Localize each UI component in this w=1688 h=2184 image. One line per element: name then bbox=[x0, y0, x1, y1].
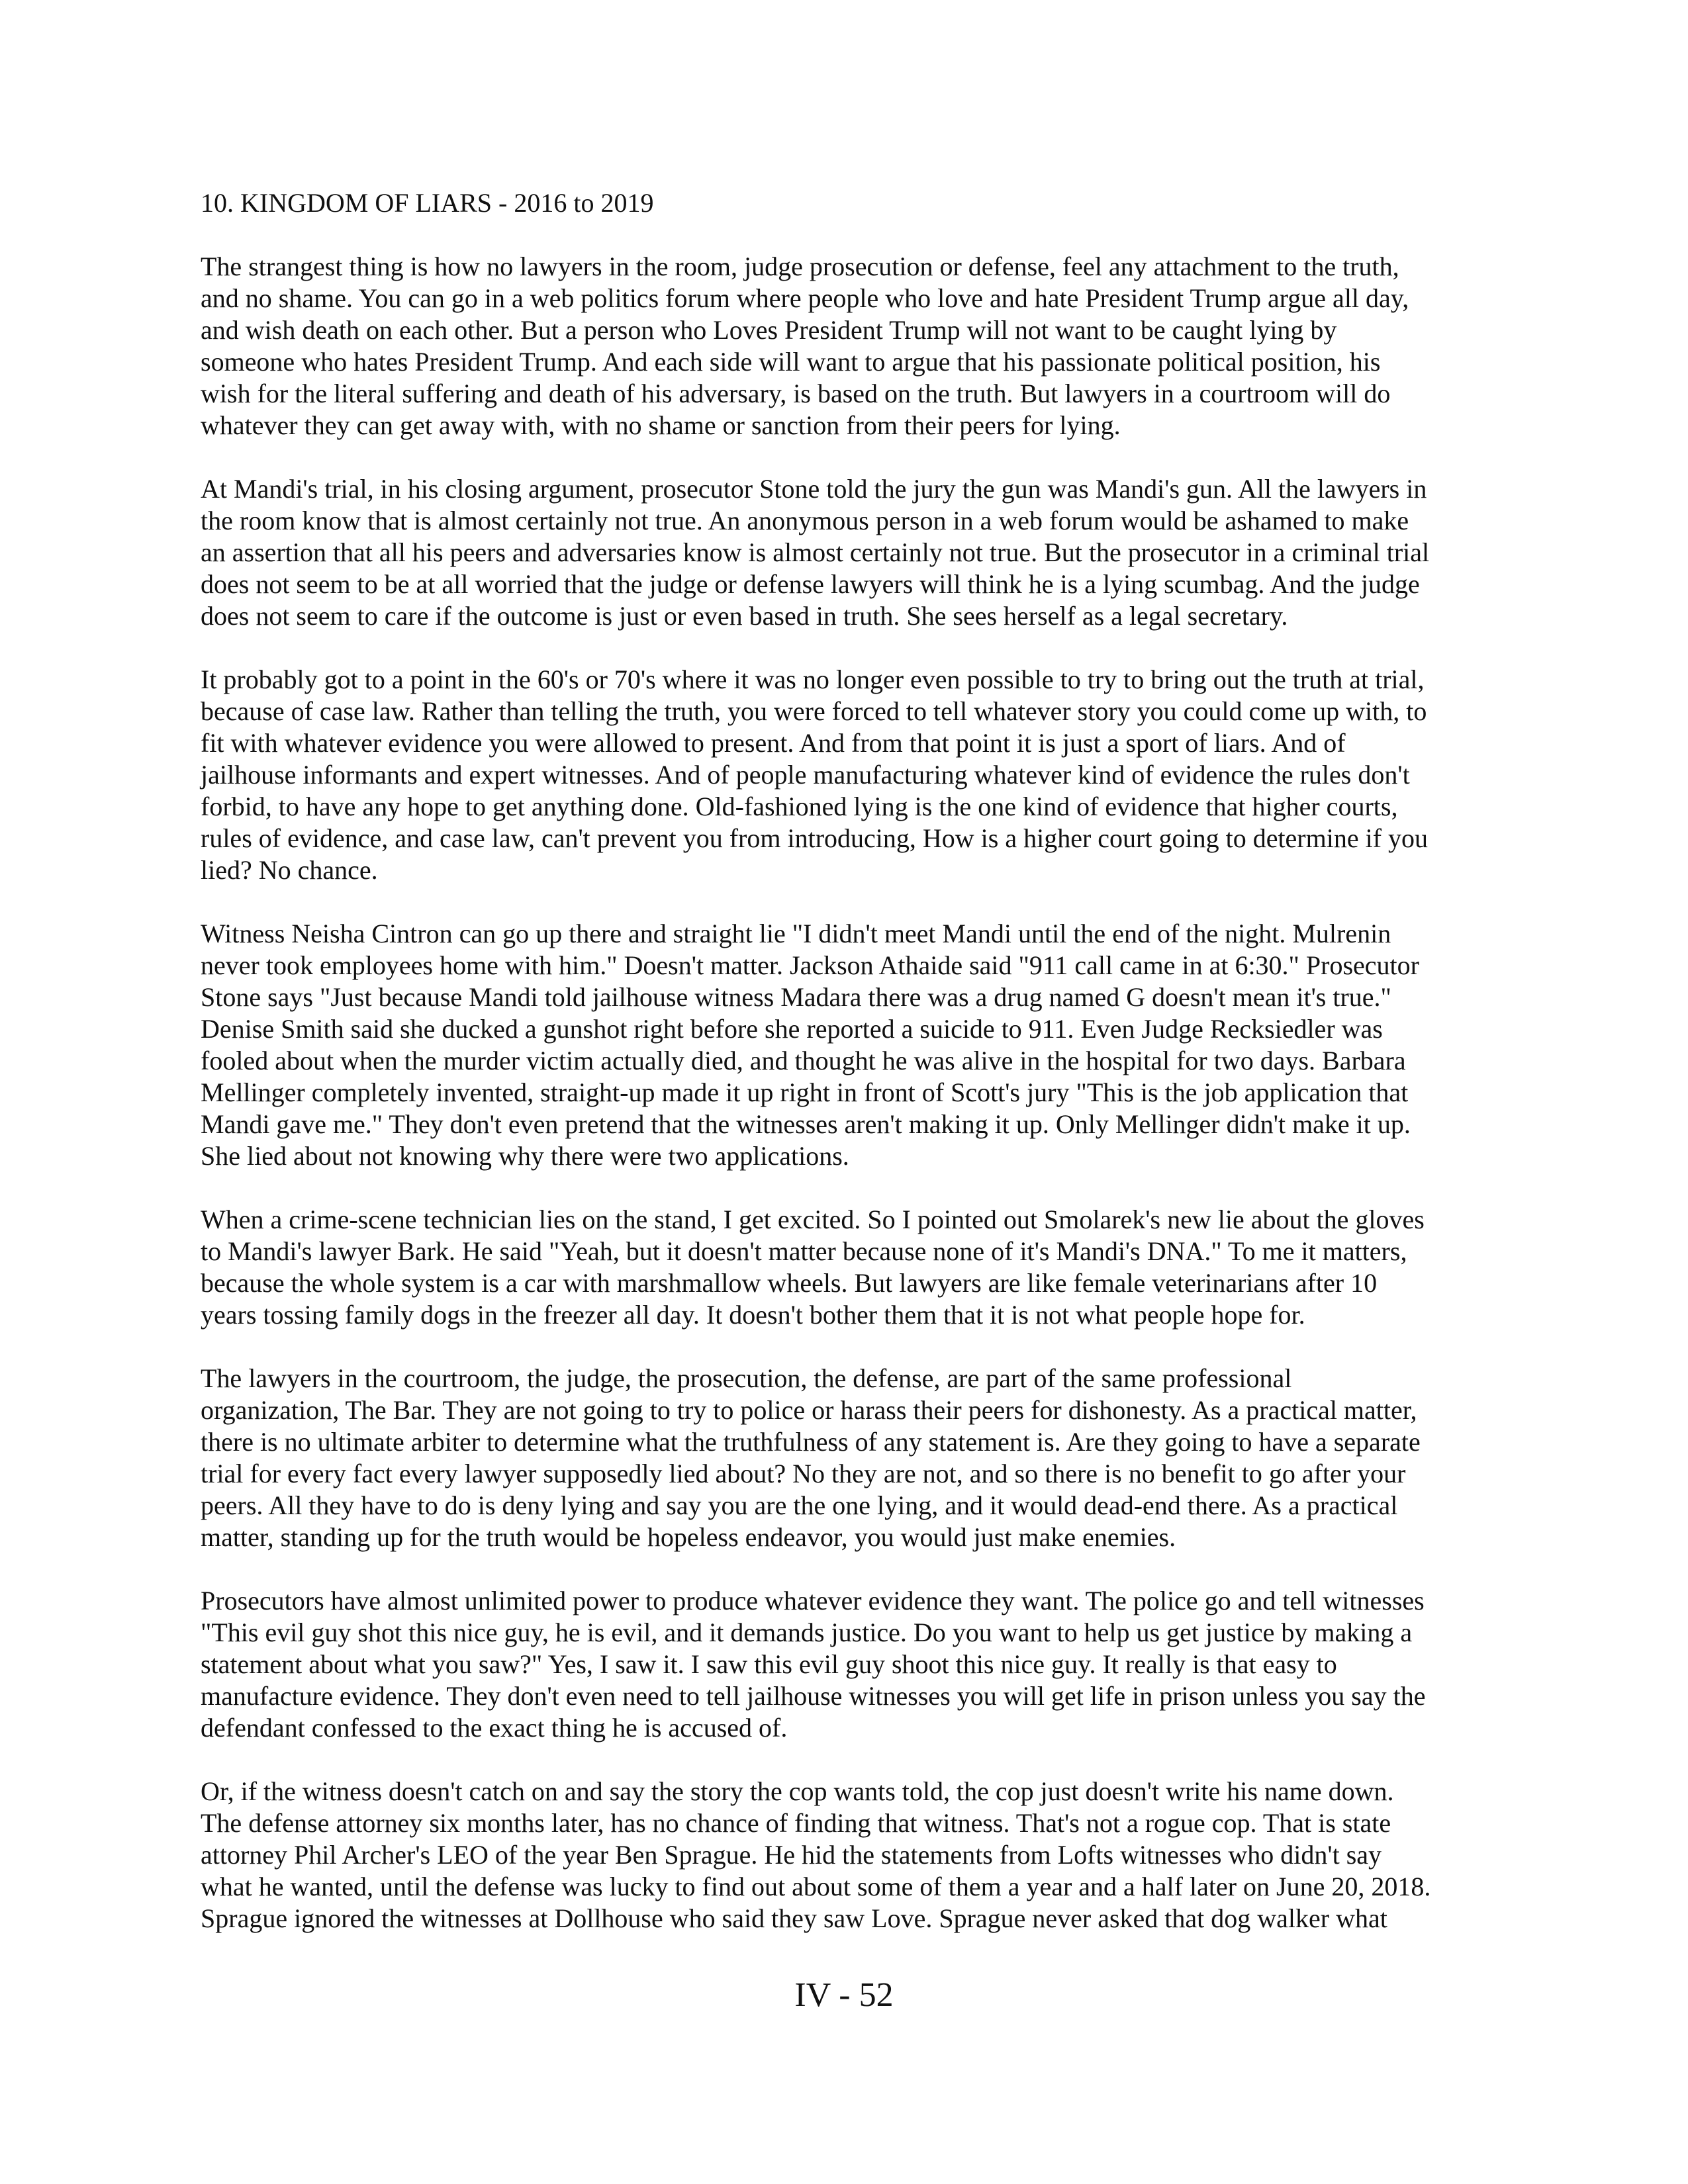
text-line: because of case law. Rather than telling the truth, you were forced to tell whatever story you could come up with, to bbox=[201, 696, 1427, 726]
text-line: The defense attorney six months later, has no chance of finding that witness. That's not a rogue cop. That is state bbox=[201, 1808, 1391, 1838]
text-line: At Mandi's trial, in his closing argument, prosecutor Stone told the jury the gun was Mandi's gun. All the lawyers in bbox=[201, 474, 1427, 504]
text-line: forbid, to have any hope to get anything done. Old-fashioned lying is the one kind of evidence that higher courts, bbox=[201, 792, 1398, 821]
text-line: Sprague ignored the witnesses at Dollhouse who said they saw Love. Sprague never asked that dog walker what bbox=[201, 1903, 1387, 1933]
page-number: IV - 52 bbox=[794, 1976, 894, 2014]
paragraph bbox=[201, 251, 1491, 441]
paragraph bbox=[201, 918, 1491, 1172]
text-line: rules of evidence, and case law, can't prevent you from introducing, How is a higher court going to determine if you bbox=[201, 823, 1429, 853]
section-heading: 10. KINGDOM OF LIARS - 2016 to 2019 bbox=[201, 188, 654, 218]
text-line: Or, if the witness doesn't catch on and say the story the cop wants told, the cop just doesn't write his name down. bbox=[201, 1776, 1394, 1806]
page-content bbox=[201, 187, 1491, 1966]
text-line: Mellinger completely invented, straight-up made it up right in front of Scott's jury "This is the job application that bbox=[201, 1077, 1409, 1107]
paragraph bbox=[201, 1776, 1491, 1934]
text-line: someone who hates President Trump. And each side will want to argue that his passionate political position, his bbox=[201, 347, 1381, 377]
text-line: The lawyers in the courtroom, the judge, the prosecution, the defense, are part of the same professional bbox=[201, 1363, 1292, 1393]
text-line: and no shame. You can go in a web politics forum where people who love and hate President Trump argue all day, bbox=[201, 283, 1409, 313]
text-line: Prosecutors have almost unlimited power to produce whatever evidence they want. The police go and tell witnesses bbox=[201, 1586, 1425, 1615]
text-line: jailhouse informants and expert witnesses. And of people manufacturing whatever kind of evidence the rules don't bbox=[201, 760, 1410, 790]
text-line: "This evil guy shot this nice guy, he is evil, and it demands justice. Do you want to help us get justice by making a bbox=[201, 1617, 1413, 1647]
text-line: because the whole system is a car with marshmallow wheels. But lawyers are like female veterinarians after 10 bbox=[201, 1268, 1378, 1298]
text-line: fit with whatever evidence you were allowed to present. And from that point it is just a sport of liars. And of bbox=[201, 728, 1346, 758]
text-line: to Mandi's lawyer Bark. He said "Yeah, but it doesn't matter because none of it's Mandi's DNA." To me it matters, bbox=[201, 1236, 1407, 1266]
text-line: Witness Neisha Cintron can go up there and straight lie "I didn't meet Mandi until the end of the night. Mulrenin bbox=[201, 919, 1391, 948]
text-line: The strangest thing is how no lawyers in the room, judge prosecution or defense, feel any attachment to the truth, bbox=[201, 251, 1399, 281]
paragraph bbox=[201, 1585, 1491, 1744]
text-line: whatever they can get away with, with no shame or sanction from their peers for lying. bbox=[201, 410, 1121, 440]
text-line: and wish death on each other. But a person who Loves President Trump will not want to be caught lying by bbox=[201, 315, 1337, 345]
text-line: statement about what you saw?" Yes, I saw it. I saw this evil guy shoot this nice guy. It really is that easy to bbox=[201, 1649, 1337, 1679]
text-line: She lied about not knowing why there were two applications. bbox=[201, 1141, 849, 1171]
text-line: peers. All they have to do is deny lying and say you are the one lying, and it would dead-end there. As a practical bbox=[201, 1490, 1398, 1520]
text-line: It probably got to a point in the 60's or 70's where it was no longer even possible to try to bring out the truth at trial, bbox=[201, 664, 1425, 694]
text-line: an assertion that all his peers and adversaries know is almost certainly not true. But the prosecutor in a criminal trial bbox=[201, 537, 1430, 567]
text-line: manufacture evidence. They don't even need to tell jailhouse witnesses you will get life in prison unless you say the bbox=[201, 1681, 1426, 1711]
text-line: Denise Smith said she ducked a gunshot right before she reported a suicide to 911. Even Judge Recksiedler was bbox=[201, 1014, 1383, 1044]
body-text bbox=[201, 251, 1491, 1934]
paragraph bbox=[201, 473, 1491, 632]
text-line: organization, The Bar. They are not going to try to police or harass their peers for dishonesty. As a practical matter, bbox=[201, 1395, 1417, 1425]
paragraph bbox=[201, 1204, 1491, 1331]
text-line: matter, standing up for the truth would be hopeless endeavor, you would just make enemies. bbox=[201, 1522, 1176, 1552]
paragraph bbox=[201, 664, 1491, 886]
text-line: the room know that is almost certainly not true. An anonymous person in a web forum would be ashamed to make bbox=[201, 506, 1409, 535]
text-line: does not seem to be at all worried that the judge or defense lawyers will think he is a lying scumbag. And the judge bbox=[201, 569, 1420, 599]
text-line: does not seem to care if the outcome is just or even based in truth. She sees herself as a legal secretary. bbox=[201, 601, 1288, 631]
text-line: years tossing family dogs in the freezer all day. It doesn't bother them that it is not what people hope for. bbox=[201, 1300, 1305, 1330]
paragraph bbox=[201, 1363, 1491, 1553]
text-line: Stone says "Just because Mandi told jailhouse witness Madara there was a drug named G doesn't mean it's true." bbox=[201, 982, 1391, 1012]
text-line: fooled about when the murder victim actually died, and thought he was alive in the hospital for two days. Barbara bbox=[201, 1046, 1406, 1075]
text-line: When a crime-scene technician lies on the stand, I get excited. So I pointed out Smolarek's new lie about the gloves bbox=[201, 1205, 1425, 1234]
text-line: what he wanted, until the defense was lucky to find out about some of them a year and a half later on June 20, 2018. bbox=[201, 1872, 1431, 1901]
text-line: there is no ultimate arbiter to determine what the truthfulness of any statement is. Are they going to have a separate bbox=[201, 1427, 1421, 1457]
text-line: wish for the literal suffering and death of his adversary, is based on the truth. But lawyers in a courtroom will do bbox=[201, 379, 1391, 408]
text-line: trial for every fact every lawyer supposedly lied about? No they are not, and so there is no benefit to go after your bbox=[201, 1459, 1406, 1488]
text-line: defendant confessed to the exact thing he is accused of. bbox=[201, 1713, 788, 1743]
text-line: Mandi gave me." They don't even pretend that the witnesses aren't making it up. Only Mellinger didn't make it up. bbox=[201, 1109, 1411, 1139]
text-line: lied? No chance. bbox=[201, 855, 378, 885]
text-line: never took employees home with him." Doesn't matter. Jackson Athaide said "911 call came in at 6:30." Prosecutor bbox=[201, 950, 1419, 980]
text-line: attorney Phil Archer's LEO of the year Ben Sprague. He hid the statements from Lofts witnesses who didn't say bbox=[201, 1840, 1382, 1870]
